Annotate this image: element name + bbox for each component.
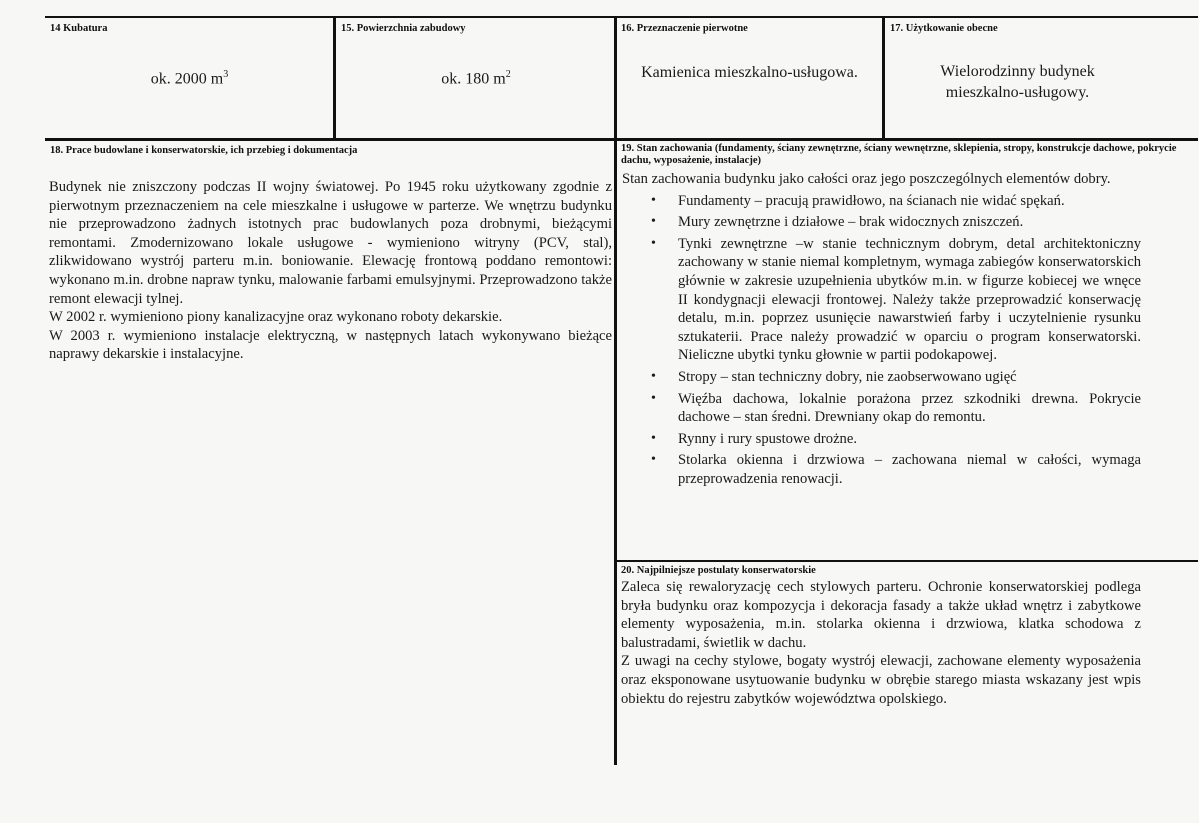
przeznaczenie-header: 16. Przeznaczenie pierwotne [621, 23, 748, 34]
list-item: • Rynny i rury spustowe drożne. [622, 430, 1141, 449]
przeznaczenie-value: Kamienica mieszkalno-usługowa. [641, 64, 858, 81]
postulaty-paragraph: Z uwagi na cechy stylowe, bogaty wystrój elewacji, zachowane elementy wyposażenia oraz eksponowane usytuowanie budynku w obrębie starego miasta wskazany jest wpis obiektu do rejestru zabytków województwa opolskiego. [621, 653, 1141, 707]
stan-intro: Stan zachowania budynku jako całości oraz jego poszczególnych elementów dobry. [622, 171, 1111, 187]
kubatura-header: 14 Kubatura [50, 23, 108, 34]
uzytkowanie-header: 17. Użytkowanie obecne [890, 23, 998, 34]
list-item: • Fundamenty – pracują prawidłowo, na ścianach nie widać spękań. [622, 192, 1141, 211]
uzytkowanie-value: Wielorodzinny budynek mieszkalno-usługowy. [940, 63, 1095, 101]
powierzchnia-header: 15. Powierzchnia zabudowy [341, 23, 466, 34]
postulaty-paragraph: Zaleca się rewaloryzację cech stylowych parteru. Ochronie konserwatorskiej podlega bryła budynku oraz kompozycja i dekoracja fasady a także układ wnętrz i zabytkowe elementy wyposażenia, m.in. stolarka okienna i drzwiowa, klatka schodowa z balustradami, świetlik w dachu. [621, 579, 1141, 651]
divider-19-20 [616, 560, 1198, 562]
kubatura-value: ok. 2000 $m^3$ [150, 69, 229, 88]
divider-15-16 [614, 17, 617, 765]
list-item: • Stropy – stan techniczny dobry, nie zaobserwowano ugięć [622, 368, 1141, 387]
prace-text [49, 178, 612, 364]
divider-14-15 [333, 17, 336, 140]
prace-paragraph: Budynek nie zniszczony podczas II wojny światowej. Po 1945 roku użytkowany zgodnie z pierwotnym przeznaczeniem na cele mieszkalne i usługowe w parterze. We wnętrzu budynku nie przeprowadzono żadnych istotnych prac budowlanych poza drobnymi, bieżącymi remontami. Zmodernizowano lokale usługowe - wymieniono witryny (PCV, stal), zlikwidowano wystrój parteru m.in. boniowanie. Elewację frontową poddano remontowi: wykonano m.in. drobne napraw tynku, malowanie farbami emulsyjnymi. Przeprowadzono także remont elewacji tylnej. [49, 179, 612, 307]
list-item: • Stolarka okienna i drzwiowa – zachowana niemal w całości, wymaga przeprowadzenia renowacji. [622, 451, 1141, 488]
postulaty-text [621, 578, 1141, 708]
prace-paragraph: W 2002 r. wymieniono piony kanalizacyjne oraz wykonano roboty dekarskie. [49, 309, 503, 326]
list-item: • Tynki zewnętrzne –w stanie technicznym dobrym, detal architektoniczny zachowany w stanie niemal kompletnym, wymaga zabiegów konserwatorskich głównie w zakresie uzupełnienia ubytków m.in. w figurze kobiecej we wnęce II kondygnacji elewacji frontowej. Należy także przeprowadzić konserwację detalu, m.in. poprzez usunięcie nawarstwień farby i uczytelnienie rysunku sztukaterii. Prace należy prowadzić w oparciu o program konserwatorski. Nieliczne ubytki tynku głownie w partii podokapowej. [622, 235, 1141, 365]
prace-header: 18. Prace budowlane i konserwatorskie, ich przebieg i dokumentacja [50, 145, 358, 156]
top-border [45, 16, 1198, 18]
powierzchnia-value: ok. 180 $m^2$ [441, 69, 511, 88]
stan-list [622, 192, 1141, 489]
stan-text [622, 170, 1141, 489]
row-divider [45, 138, 1198, 141]
list-item: • Mury zewnętrzne i działowe – brak widocznych zniszczeń. [622, 213, 1141, 232]
postulaty-header: 20. Najpilniejsze postulaty konserwatorskie [621, 565, 816, 576]
stan-header: 19. Stan zachowania (fundamenty, ściany zewnętrzne, ściany wewnętrzne, sklepienia, stropy, konstrukcje dachowe, pokrycie dachu, wyposażenie, instalacje) [621, 143, 1177, 166]
list-item: • Więźba dachowa, lokalnie porażona przez szkodniki drewna. Pokrycie dachowe – stan średni. Drewniany okap do remontu. [622, 390, 1141, 427]
prace-paragraph: W 2003 r. wymieniono instalacje elektryczną, w następnych latach wykonywano bieżące naprawy dekarskie i instalacyjne. [49, 327, 612, 363]
